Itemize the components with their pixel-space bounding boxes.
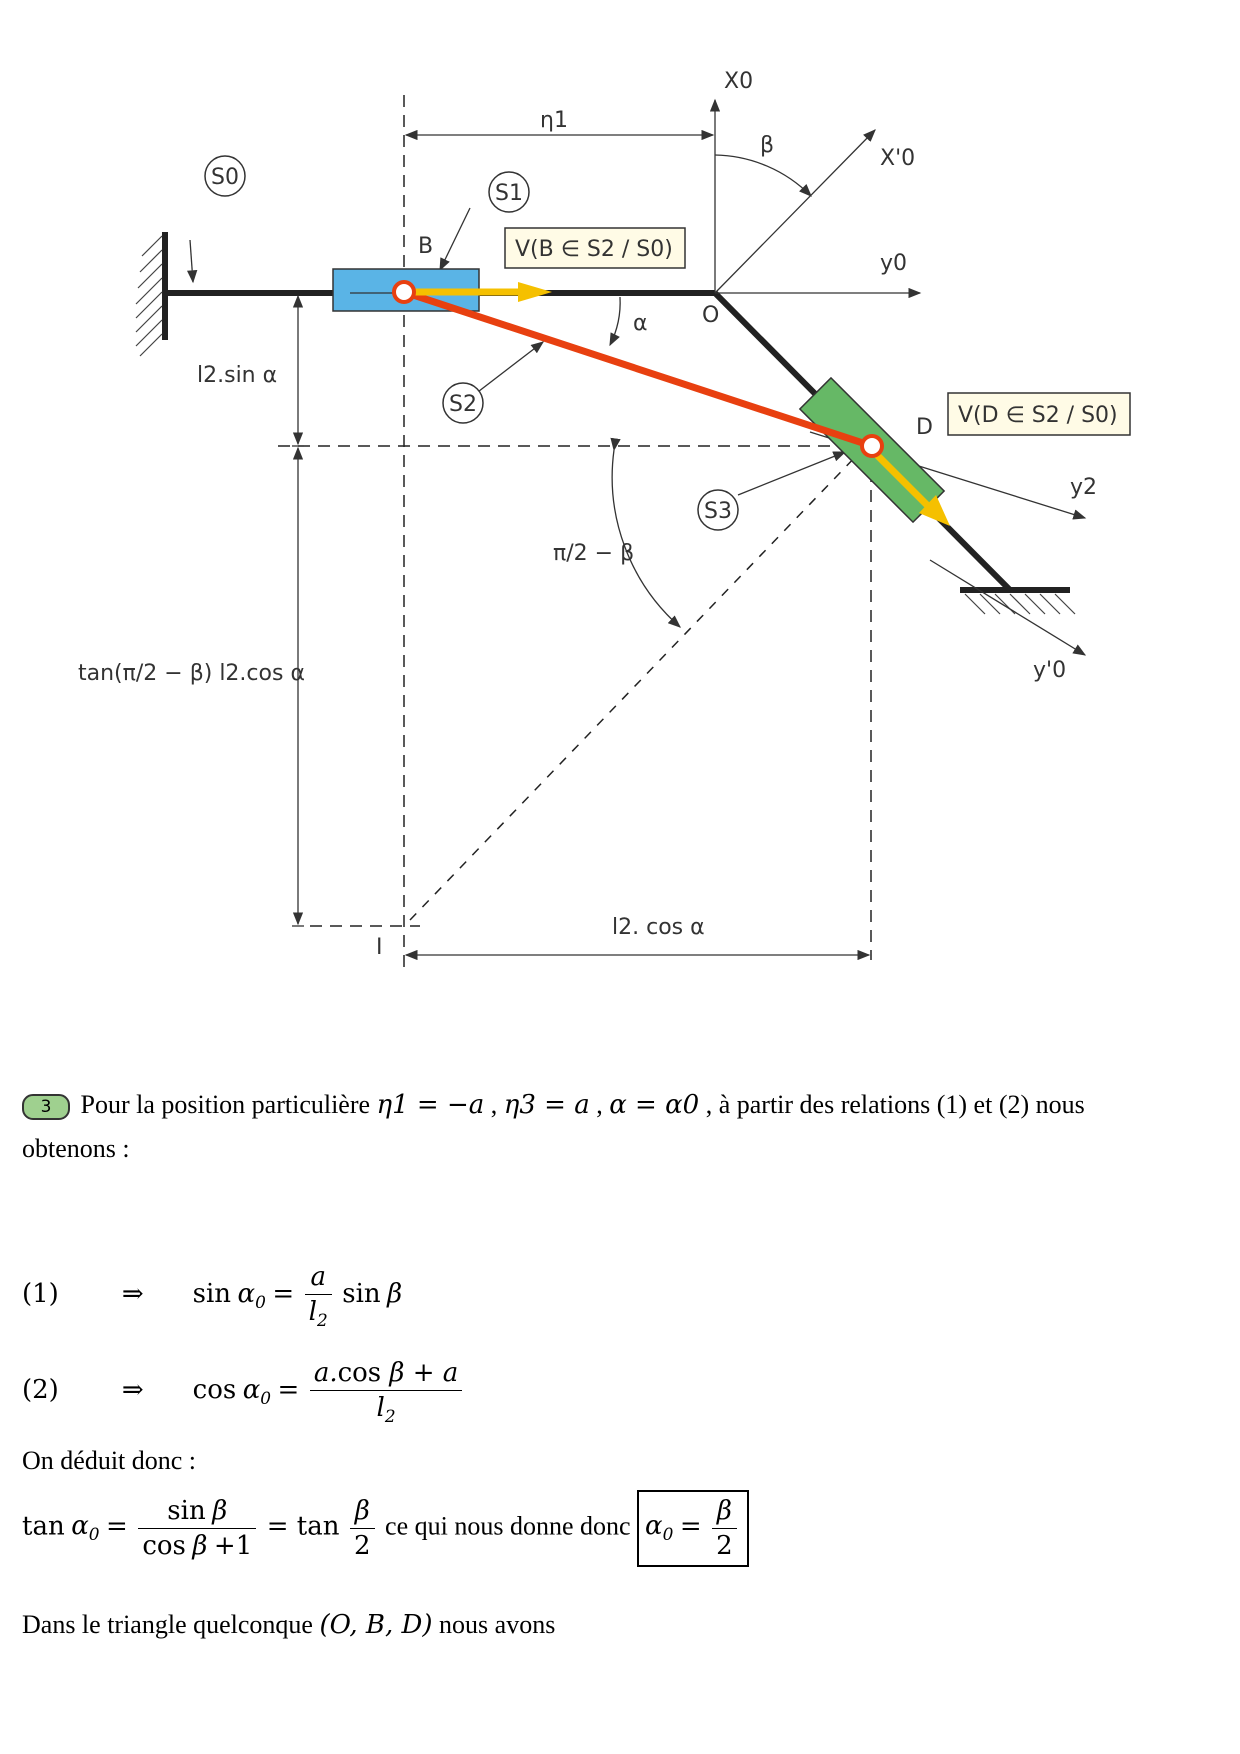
construction-lines bbox=[278, 95, 871, 968]
pivot-b bbox=[394, 282, 414, 302]
label-point-i: I bbox=[376, 935, 383, 960]
label-point-d: D bbox=[916, 415, 933, 440]
label-s0: S0 bbox=[211, 165, 239, 190]
velocity-box-d bbox=[948, 393, 1130, 435]
equation-tan: $\tan \alpha_0$ = $\frac{\text{sin β}}{\text{cos β +1}}$ = tan $\frac{\beta}{2}$ ce qui nous donne donc $\alpha_0$ = $\frac{\beta}{2}$ bbox=[22, 1490, 749, 1567]
pivot-d bbox=[862, 436, 882, 456]
label-s1: S1 bbox=[495, 181, 523, 206]
label-x0-prime: X'0 bbox=[880, 146, 916, 171]
velocity-box-b bbox=[505, 228, 685, 268]
label-x0: X0 bbox=[724, 69, 754, 94]
intro-eta1: η1 = −a bbox=[376, 1090, 485, 1120]
result-box: $\alpha_0$ = $\frac{\beta}{2}$ bbox=[637, 1490, 749, 1567]
intro-paragraph-line1: 3 Pour la position particulière η1 = −a , η3 = a , α = α0 , à partir des relations (1) et (2) nous bbox=[22, 1090, 1085, 1120]
equation-1: (1) ⇒ $\sin \alpha_0$ = $\frac{a}{l_2}$ sin β bbox=[22, 1262, 403, 1331]
equation-2: (2) ⇒ $\cos \alpha_0$ = $\frac{\text{a.cos β + a}}{l_2}$ bbox=[22, 1358, 466, 1426]
label-s3: S3 bbox=[704, 499, 732, 524]
label-y2: y2 bbox=[1070, 475, 1098, 500]
point-labels bbox=[376, 234, 933, 960]
label-y0: y0 bbox=[880, 251, 908, 276]
label-eta1: η1 bbox=[540, 108, 568, 133]
label-point-b: B bbox=[418, 234, 434, 259]
label-l2-cos-alpha: l2. cos α bbox=[612, 915, 705, 940]
ground-right bbox=[960, 590, 1075, 614]
step-badge: 3 bbox=[22, 1094, 70, 1120]
label-point-o: O bbox=[702, 303, 720, 328]
svg-text:V(B ∈ S2 / S0): V(B ∈ S2 / S0) bbox=[515, 237, 673, 262]
label-beta: β bbox=[760, 133, 775, 158]
solid-labels bbox=[205, 156, 738, 530]
intro-paragraph-line2: obtenons : bbox=[22, 1134, 130, 1163]
label-tan-expression: tan(π/2 − β) l2.cos α bbox=[78, 661, 305, 686]
triangle-text: Dans le triangle quelconque (O, B, D) nous avons bbox=[22, 1610, 556, 1640]
ground-left bbox=[136, 232, 165, 356]
svg-text:V(D ∈ S2 / S0): V(D ∈ S2 / S0) bbox=[958, 403, 1118, 428]
axes bbox=[190, 100, 1085, 655]
deduce-text: On déduit donc : bbox=[22, 1446, 197, 1475]
label-pi2-beta: π/2 − β bbox=[553, 541, 635, 566]
label-l2-sin-alpha: l2.sin α bbox=[197, 363, 278, 388]
intro-eta3: η3 = a bbox=[503, 1090, 590, 1120]
label-alpha: α bbox=[633, 311, 648, 336]
label-y0-prime: y'0 bbox=[1033, 658, 1067, 683]
intro-alpha: α = α0 bbox=[609, 1090, 700, 1120]
label-s2: S2 bbox=[449, 392, 477, 417]
